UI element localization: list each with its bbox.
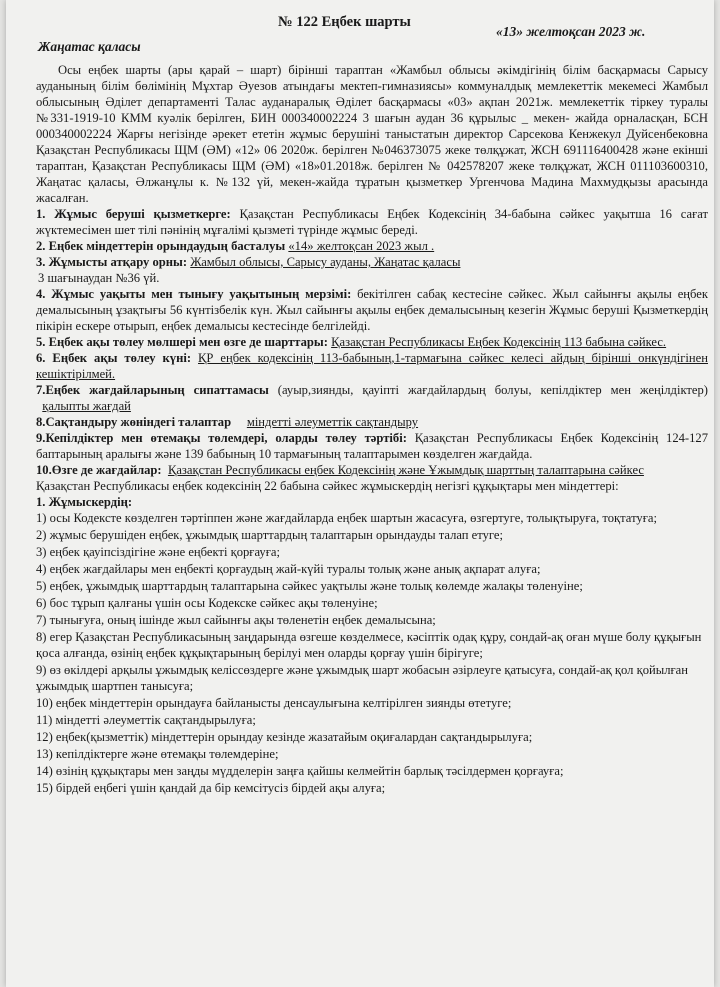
section-3 (36, 254, 708, 270)
list-item: 3) еңбек қауіпсіздігіне және еңбекті қорғауға; (36, 545, 280, 559)
section-4-title: 4. Жұмыс уақыты мен тынығу уақытының мерзімі: (36, 287, 352, 301)
section-10 (36, 462, 708, 478)
list-item: 10) еңбек міндеттерін орындауға байланысты денсаулығына келтірілген зиянды өтетуге; (36, 696, 512, 710)
section-7 (36, 382, 708, 414)
section-7-value: қалыпты жағдай (42, 399, 131, 413)
section-6-text: ҚР еңбек кодексінің 113-бабының,1-тармағына сәйкес келесі айдың бірінші онкүндігінен кешіктірілмей. (36, 351, 708, 381)
section-7-title: 7.Еңбек жағдайларының сипаттамасы (36, 383, 269, 397)
contract-body (36, 62, 708, 797)
list-item: 14) өзінің құқықтары мен заңды мүдделерін заңға қайшы келмейтін барлық тәсілдермен қорғауға; (36, 764, 564, 778)
section-2-title: 2. Еңбек міндеттерін орындаудың басталуы (36, 239, 286, 253)
section-5-text: Қазақстан Республикасы Еңбек Кодексінің 113 бабына сәйкес. (331, 335, 667, 349)
section-3-text: Жамбыл облысы, Сарысу ауданы, Жаңатас қаласы (190, 255, 461, 269)
section-6-title: 6. Еңбек ақы төлеу күні: (36, 351, 192, 365)
list-item: 7) тынығуға, оның ішінде жыл сайынғы ақы төленетін еңбек демалысына; (36, 613, 436, 627)
list-item: 11) міндетті әлеуметтік сақтандырылуға; (36, 713, 256, 727)
list-item: 9) өз өкілдері арқылы ұжымдық келіссөздерге және ұжымдық шарт жобасын әзірлеуге қатысуға, сондай-ақ қол қойылған ұжымдық шартпен танысуға; (36, 663, 688, 693)
section-5-title: 5. Еңбек ақы төлеу мөлшері мен өзге де шарттары: (36, 335, 328, 349)
contract-date: «13» желтоқсан 2023 ж. (496, 24, 646, 39)
list-item: 5) еңбек, ұжымдық шарттардың талаптарына сәйкес уақтылы және толық көлемде жалақы төленуіне; (36, 579, 583, 593)
contract-title: № 122 Еңбек шарты (278, 14, 411, 30)
list-item: 6) бос тұрып қалғаны үшін осы Кодекске сәйкес ақы төленуіне; (36, 596, 378, 610)
section-9-title: 9.Кепілдіктер мен өтемақы төлемдері, оларды төлеу тәртібі: (36, 431, 407, 445)
section-8-value: міндетті әлеуметтік сақтандыру (246, 415, 419, 429)
list-item: 12) еңбек(қызметтік) міндеттерін орындау кезінде жазатайым оқиғалардан сақтандырылуға; (36, 730, 533, 744)
list-item: 8) егер Қазақстан Республикасының заңдарында өзгеше көзделмесе, кәсіптік одақ құру, сондай-ақ оған мүше болу құқығын қоса алғанда, өзінің еңбек құқықтарының берілуі мен оларды қорғау үшін бірігуге; (36, 630, 702, 660)
section-8-title: 8.Сақтандыру жөніндегі талаптар (36, 415, 232, 429)
rights-list (36, 510, 708, 796)
section-9-text: Қазақстан Республикасы Еңбек Кодексінің 124-127 баптарының аралығы және 139 бабының 10 тармағының талаптарымен көзделген жағдайда. (36, 431, 708, 461)
intro-paragraph: Осы еңбек шарты (ары қарай – шарт) бірінші тараптан «Жамбыл облысы әкімдігінің білім басқармасы Сарысу ауданының білім бөлімінің Мұхтар Әуезов атындағы мектеп-гимназиясы» коммуналдық мемлекеттік мекемесі Жамбыл облысының Әділет департаменті Талас ауданаралық Әділет басқармасы «03» ақпан 2021ж. мемлекеттік тіркеу туралы №331-1919-10 КММ куәлік берілген, БИН 000340002224 3 шағын аудан 36 құрылыс _ мекен- жайда орналасқан, БСН 000340002224 Жарғы негізінде әрекет ететін жұмыс берушіні таныстатын директор Сарсекова Кенжекул Дуйсенбековна Қазақстан Республикасы ЩМ (ӘМ) «12» 06 2020ж. берілген №046373075 жеке төлқұжат, ЖСН 691116400428 және екінші тараптан, Қазақстан Республикасы ЩМ (ӘМ) «18»01.2018ж. берілген № 042578207 жеке төлқұжат, ЖСН 011103600310, Жаңатас қаласы, Әлжанұлы к. №132 үй, мекен-жайда тұратын қызметкер Ургенчова Мадина Махмудқызы арасында жасалған. (36, 63, 708, 205)
section-8 (36, 414, 708, 430)
section-2-text: «14» желтоқсан 2023 жыл . (288, 239, 435, 253)
section-7-text: (ауыр,зиянды, қауіпті жағдайлардың болуы, кепілдіктер мен жеңілдіктер) (277, 383, 709, 397)
section-10-text: Қазақстан Республикасы еңбек Кодексінің және Ұжымдық шарттың талаптарына сәйкес (167, 463, 644, 477)
section-1-title: 1. Жұмыс беруші қызметкерге: (36, 207, 231, 221)
section-9 (36, 430, 708, 462)
section-2 (36, 238, 708, 254)
section-10-title: 10.Өзге де жағдайлар: (36, 463, 162, 477)
section-3-title: 3. Жұмысты атқару орны: (36, 255, 188, 269)
section-4-text: бекітілген сабақ кестесіне сәйкес. Жыл сайынғы ақылы еңбек демалысының ұзақтығы 56 күнтізбелік күн. Жыл сайынғы ақылы еңбек демалысының кезегін Жұмыс беруші Қызметкердің пікірін ескере отырып, еңбек демалысы кестесінде белгілейді. (36, 287, 708, 333)
section-3-address: 3 шағынаудан №36 үй. (38, 271, 160, 285)
contract-city: Жаңатас қаласы (38, 39, 141, 54)
section-1-text: Қазақстан Республикасы Еңбек Кодексінің 34-бабына сәйкес уақытша 16 сағат жүктемесімен шет тілі пәнінің мұғалімі қызметі түрінде жұмыс береді. (36, 207, 709, 237)
section-6 (36, 350, 708, 382)
section-1 (36, 206, 708, 238)
worker-title: 1. Жұмыскердің: (36, 495, 133, 509)
list-item: 1) осы Кодексте көзделген тәртіппен және жағдайларда еңбек шартын жасасуға, өзгертуге, толықтыруға, тоқтатуға; (36, 511, 657, 525)
document-page (6, 0, 714, 987)
section-5 (36, 334, 708, 350)
list-item: 2) жұмыс берушіден еңбек, ұжымдық шарттардың талаптарын орындауды талап етуге; (36, 528, 503, 542)
list-item: 4) еңбек жағдайлары мен еңбекті қорғаудың жай-күйі туралы толық және анық ақпарат алуға; (36, 562, 541, 576)
list-item: 13) кепілдіктерге және өтемақы төлемдеріне; (36, 747, 279, 761)
rights-intro: Қазақстан Республикасы еңбек кодексінің 22 бабына сәйкес жұмыскердің негізгі құқықтары мен міндеттері: (36, 479, 619, 493)
list-item: 15) бірдей еңбегі үшін қандай да бір кемсітусіз бірдей ақы алуға; (36, 781, 386, 795)
section-4 (36, 286, 708, 334)
